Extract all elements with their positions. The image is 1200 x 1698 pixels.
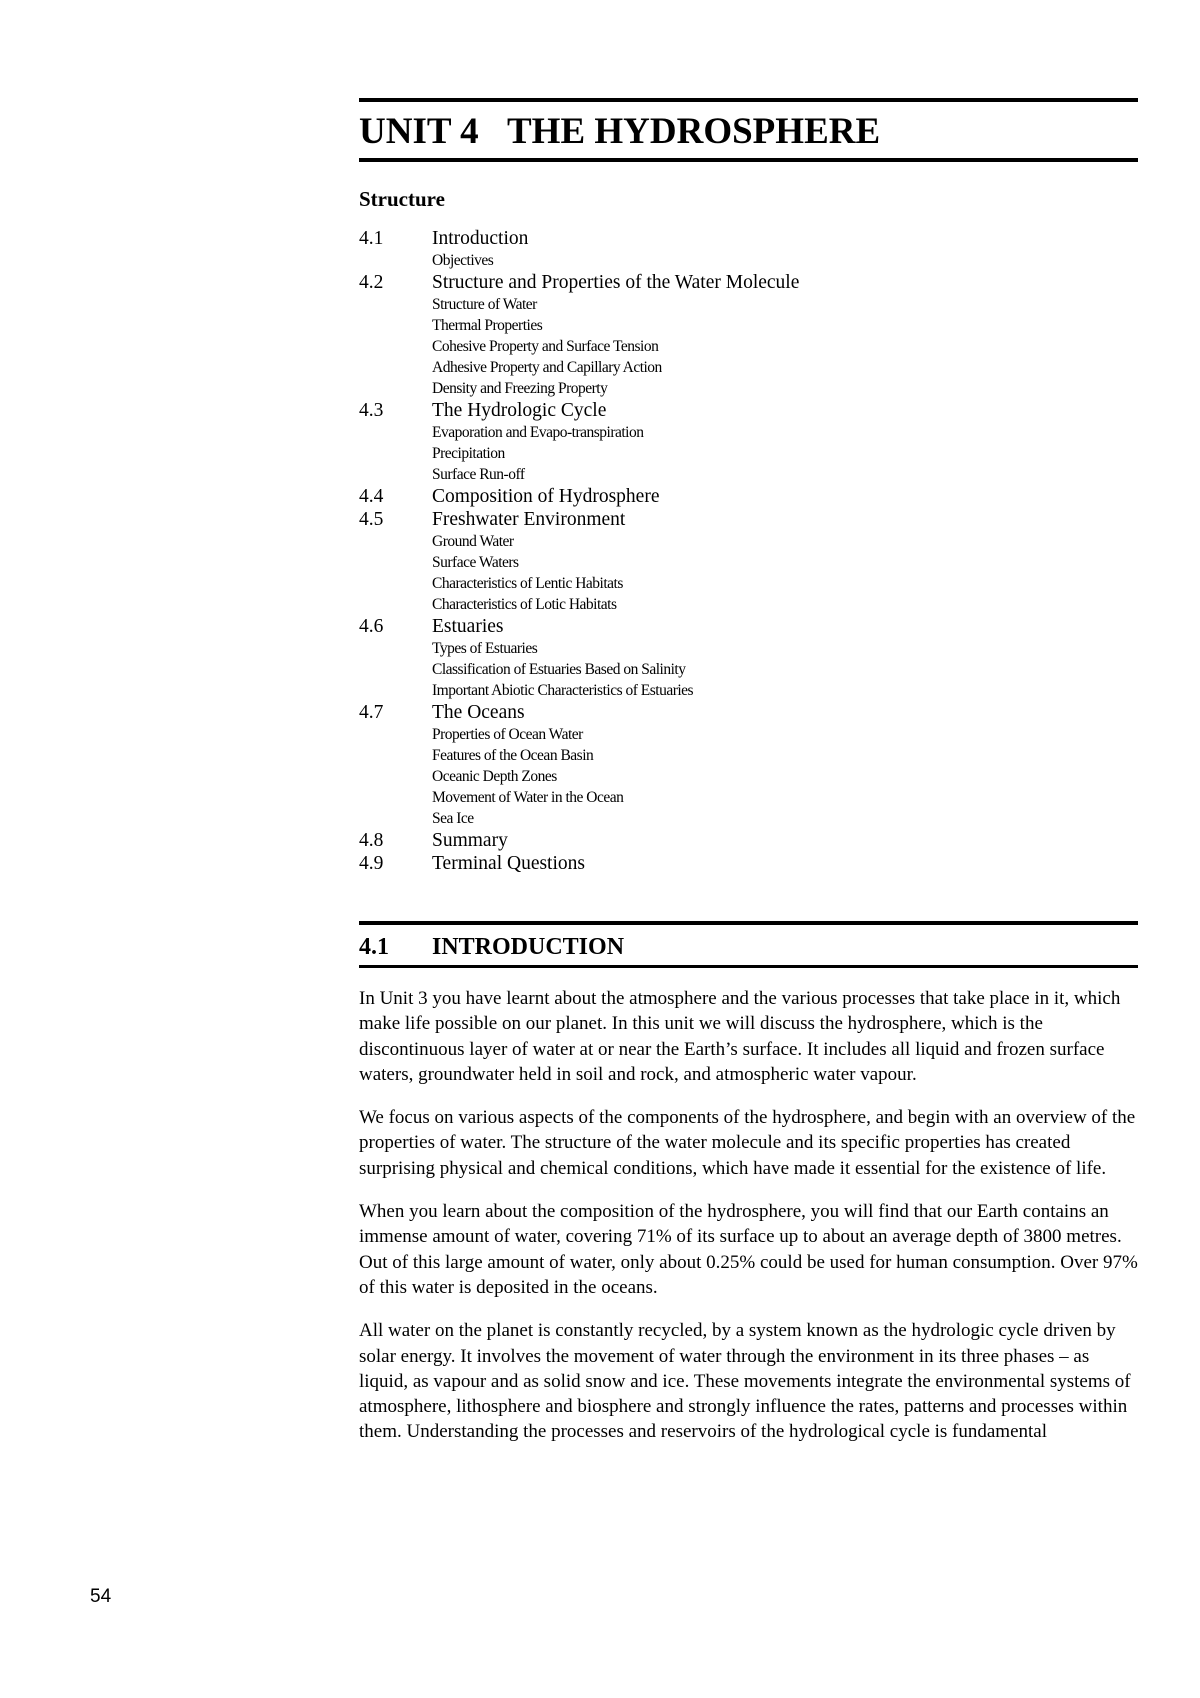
toc-section-title: Structure and Properties of the Water Molecule [432,272,800,293]
unit-title-bottom-rule [359,158,1138,162]
intro-paragraph-1: In Unit 3 you have learnt about the atmosphere and the various processes that take place in it, which make life possible on our planet. In this unit we will discuss the hydrosphere, which is the discontinuous layer of water at or near the Earth’s surface. It includes all liquid and frozen surface waters, groundwater held in soil and rock, and atmospheric water vapour. [359,988,1121,1085]
toc-subsection: Density and Freezing Property [432,380,608,397]
toc-section-4-9 [359,852,1138,875]
toc-section-title: Composition of Hydrosphere [432,486,660,507]
unit-name: THE HYDROSPHERE [507,111,881,152]
unit-title [359,102,1138,158]
toc-subsection: Structure of Water [432,296,537,313]
toc-subsection: Evaporation and Evapo-transpiration [432,424,644,441]
toc-section-title: The Hydrologic Cycle [432,400,607,421]
toc-subsection: Important Abiotic Characteristics of Estuaries [432,682,694,699]
toc-section-4-8 [359,829,1138,852]
toc-section-number: 4.3 [359,400,384,421]
toc-section-4-7 [359,701,1138,724]
toc-section-number: 4.5 [359,509,384,530]
page-content [359,98,1138,1445]
page-number: 54 [90,1586,112,1607]
toc-subsection: Cohesive Property and Surface Tension [432,338,659,355]
toc-section-number: 4.2 [359,272,384,293]
toc-section-4-2 [359,271,1138,294]
toc-section-title: Estuaries [432,616,504,637]
intro-paragraph-4: All water on the planet is constantly recycled, by a system known as the hydrologic cycle driven by solar energy. It involves the movement of water through the environment in its three phases – as liquid, as vapour and as solid snow and ice. These movements integrate the environmental systems of atmosphere, lithosphere and biosphere and strongly influence the rates, patterns and processes within them. Understanding the processes and reservoirs of the hydrological cycle is fundamental [359,1320,1131,1443]
toc-subsection: Types of Estuaries [432,640,538,657]
toc-section-number: 4.1 [359,228,384,249]
toc-section-title: Summary [432,830,508,851]
section-title-bottom-rule [359,965,1138,968]
toc-subsection: Ground Water [432,533,514,550]
section-name: INTRODUCTION [432,934,625,960]
toc-subsection: Objectives [432,252,494,269]
toc-section-4-1 [359,227,1138,250]
toc-section-4-5 [359,508,1138,531]
section-number: 4.1 [359,934,389,960]
table-of-contents [359,227,1138,875]
toc-subsection: Adhesive Property and Capillary Action [432,359,662,376]
toc-subsection: Features of the Ocean Basin [432,747,594,764]
toc-section-4-6 [359,615,1138,638]
toc-subsection: Characteristics of Lotic Habitats [432,596,617,613]
toc-subsection: Classification of Estuaries Based on Salinity [432,661,686,678]
unit-number: UNIT 4 [359,111,479,152]
toc-subsection: Precipitation [432,445,505,462]
toc-section-4-3 [359,399,1138,422]
structure-heading: Structure [359,187,445,211]
toc-section-number: 4.9 [359,853,384,874]
toc-subsection: Properties of Ocean Water [432,726,583,743]
toc-section-number: 4.4 [359,486,384,507]
toc-section-number: 4.6 [359,616,384,637]
toc-section-title: Introduction [432,228,529,249]
section-title [359,925,1138,965]
toc-section-number: 4.7 [359,702,384,723]
intro-paragraph-2: We focus on various aspects of the components of the hydrosphere, and begin with an overview of the properties of water. The structure of the water molecule and its specific properties has created surprising physical and chemical conditions, which have made it essential for the existence of life. [359,1107,1136,1179]
toc-subsection: Thermal Properties [432,317,543,334]
toc-subsection: Oceanic Depth Zones [432,768,557,785]
toc-section-title: The Oceans [432,702,525,723]
toc-section-title: Freshwater Environment [432,509,626,530]
toc-subsection: Characteristics of Lentic Habitats [432,575,623,592]
toc-section-4-4 [359,485,1138,508]
toc-section-title: Terminal Questions [432,853,585,874]
toc-subsection: Movement of Water in the Ocean [432,789,624,806]
toc-section-number: 4.8 [359,830,384,851]
toc-subsection: Sea Ice [432,810,474,827]
intro-paragraph-3: When you learn about the composition of the hydrosphere, you will find that our Earth contains an immense amount of water, covering 71% of its surface up to about an average depth of 3800 metres. Out of this large amount of water, only about 0.25% could be used for human consumption. Over 97% of this water is deposited in the oceans. [359,1201,1138,1298]
toc-subsection: Surface Run-off [432,466,525,483]
toc-subsection: Surface Waters [432,554,519,571]
